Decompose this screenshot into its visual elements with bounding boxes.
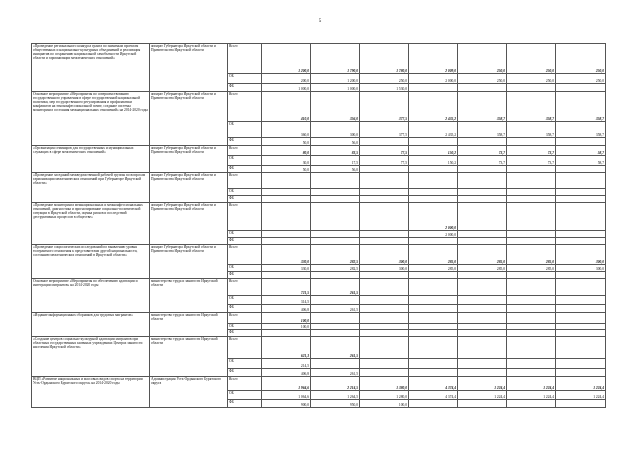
amount-cell: 1 224,4 <box>458 391 507 400</box>
amount-cell <box>360 369 409 377</box>
amount-cell: 1 224,4 <box>556 391 606 400</box>
funding-source-cell: ФБ <box>228 84 262 92</box>
amount-cell: 58,7 <box>556 146 606 156</box>
amount-cell: 100,0 <box>262 313 311 324</box>
funding-source-cell: ФБ <box>228 138 262 146</box>
amount-cell <box>556 337 606 359</box>
amount-cell <box>507 313 556 324</box>
amount-cell: 360,0 <box>262 122 311 138</box>
executor-cell: аппарат Губернатора Иркутской области и Правительства Иркутской области <box>150 245 228 279</box>
amount-cell: 406,8 <box>262 369 311 377</box>
amount-cell <box>458 369 507 377</box>
amount-cell <box>507 189 556 196</box>
amount-cell: 58,7 <box>556 156 606 166</box>
amount-cell <box>458 189 507 196</box>
amount-cell: 377,5 <box>360 122 409 138</box>
funding-source-cell: ОБ <box>228 359 262 369</box>
amount-cell: 1 064,6 <box>262 391 311 400</box>
amount-cell <box>458 400 507 408</box>
amount-cell: 77,5 <box>360 146 409 156</box>
activity-name-cell: «Проведение регионального конкурса гранта по значимым проектам общественных и национально-культурных объединений и реализация инициатив по сохранению национальной самобытности Иркутской области и гармонизации межэтнических отношений» <box>32 44 150 92</box>
amount-cell: 285,0 <box>458 245 507 265</box>
amount-cell <box>507 305 556 313</box>
funding-source-cell: ФБ <box>228 196 262 203</box>
amount-cell: 410,0 <box>262 92 311 122</box>
amount-cell <box>409 400 458 408</box>
amount-cell: 56,0 <box>311 138 360 146</box>
amount-cell <box>360 138 409 146</box>
amount-cell: 261,5 <box>311 305 360 313</box>
funding-source-cell: ОБ <box>228 391 262 400</box>
amount-cell: 282,5 <box>311 265 360 272</box>
amount-cell <box>311 313 360 324</box>
amount-cell: 358,7 <box>507 92 556 122</box>
amount-cell: 150,2 <box>409 146 458 156</box>
executor-cell: аппарат Губернатора Иркутской области и Правительства Иркутской области <box>150 203 228 245</box>
amount-cell: 2 000,0 <box>409 74 458 84</box>
funding-source-cell: Всего <box>228 146 262 156</box>
amount-cell <box>556 166 606 173</box>
amount-cell <box>360 203 409 231</box>
amount-cell <box>507 369 556 377</box>
amount-cell: 300,0 <box>556 245 606 265</box>
amount-cell <box>409 359 458 369</box>
amount-cell <box>458 84 507 92</box>
amount-cell: 4 374,4 <box>409 377 458 391</box>
funding-source-cell: ОБ <box>228 189 262 196</box>
amount-cell <box>409 305 458 313</box>
amount-cell: 1 200,0 <box>311 74 360 84</box>
amount-cell: 285,0 <box>507 265 556 272</box>
amount-cell: 250,0 <box>458 74 507 84</box>
amount-cell <box>311 359 360 369</box>
amount-cell: 1 380,0 <box>360 377 409 391</box>
amount-cell <box>458 138 507 146</box>
amount-cell: 1 224,4 <box>556 377 606 391</box>
amount-cell <box>556 279 606 296</box>
amount-cell <box>311 196 360 203</box>
amount-cell <box>409 337 458 359</box>
amount-cell <box>409 279 458 296</box>
table-row <box>32 146 606 156</box>
amount-cell: 406,8 <box>262 305 311 313</box>
amount-cell <box>360 337 409 359</box>
amount-cell <box>556 296 606 305</box>
amount-cell: 2 214,5 <box>311 377 360 391</box>
amount-cell <box>360 330 409 337</box>
amount-cell: 358,7 <box>556 92 606 122</box>
amount-cell: 314,5 <box>262 296 311 305</box>
amount-cell <box>458 313 507 324</box>
activity-name-cell: ВЦП «Развитие национальных и массовых видов спорта на территории Усть-Ордынского Бурятского округа» на 2014-2020 годы <box>32 377 150 408</box>
amount-cell: 261,5 <box>311 337 360 359</box>
amount-cell <box>360 279 409 296</box>
funding-source-cell: ОБ <box>228 296 262 305</box>
amount-cell <box>458 359 507 369</box>
amount-cell: 377,5 <box>360 92 409 122</box>
amount-cell: 1 530,0 <box>360 84 409 92</box>
funding-source-cell: ОБ <box>228 265 262 272</box>
amount-cell: 2 009,0 <box>409 44 458 74</box>
amount-cell: 900,0 <box>262 400 311 408</box>
amount-cell: 285,0 <box>409 265 458 272</box>
executor-cell: министерство труда и занятости Иркутской области <box>150 313 228 337</box>
amount-cell: 300,0 <box>556 265 606 272</box>
amount-cell <box>458 272 507 279</box>
amount-cell <box>262 330 311 337</box>
amount-cell: 83,5 <box>311 146 360 156</box>
amount-cell <box>409 189 458 196</box>
amount-cell <box>556 272 606 279</box>
amount-cell: 300,0 <box>360 265 409 272</box>
amount-cell <box>409 238 458 245</box>
amount-cell: 1 790,0 <box>311 44 360 74</box>
table-row <box>32 377 606 391</box>
funding-source-cell: ФБ <box>228 400 262 408</box>
amount-cell: 1 280,0 <box>360 391 409 400</box>
amount-cell: 200,0 <box>262 74 311 84</box>
amount-cell <box>409 173 458 189</box>
amount-cell: 300,0 <box>311 122 360 138</box>
amount-cell <box>458 330 507 337</box>
amount-cell <box>556 196 606 203</box>
amount-cell <box>262 189 311 196</box>
amount-cell: 358,7 <box>556 122 606 138</box>
amount-cell <box>360 272 409 279</box>
funding-source-cell: ОБ <box>228 122 262 138</box>
page-number: 5 <box>318 19 322 24</box>
amount-cell <box>360 359 409 369</box>
amount-cell <box>556 305 606 313</box>
amount-cell <box>360 173 409 189</box>
amount-cell <box>360 166 409 173</box>
amount-cell: 1 224,4 <box>458 377 507 391</box>
amount-cell <box>507 330 556 337</box>
amount-cell <box>360 313 409 324</box>
amount-cell: 330,0 <box>262 265 311 272</box>
executor-cell: аппарат Губернатора Иркутской области и Правительства Иркутской области <box>150 92 228 146</box>
amount-cell <box>556 330 606 337</box>
amount-cell <box>507 173 556 189</box>
amount-cell <box>409 166 458 173</box>
amount-cell: 358,7 <box>458 122 507 138</box>
amount-cell: 261,5 <box>311 279 360 296</box>
funding-source-cell: ФБ <box>228 272 262 279</box>
funding-source-cell: Всего <box>228 173 262 189</box>
amount-cell <box>458 173 507 189</box>
amount-cell: 2 000,0 <box>409 203 458 231</box>
amount-cell <box>507 196 556 203</box>
amount-cell: 330,0 <box>262 245 311 265</box>
activity-name-cell: Основное мероприятие «Мероприятия по совершенствованию государственного управления в сфере государственной национальной политики, мер государственного регулирования и профилактики конфликтов на этноконфессиональной почве, создание системы мониторинга состояния межнациональных отношений» на 2014-2020 годы <box>32 92 150 146</box>
amount-cell <box>311 272 360 279</box>
amount-cell <box>556 138 606 146</box>
amount-cell: 80,0 <box>262 146 311 156</box>
amount-cell <box>458 296 507 305</box>
executor-cell: аппарат Губернатора Иркутской области и Правительства Иркутской области <box>150 173 228 203</box>
amount-cell: 73,7 <box>507 146 556 156</box>
amount-cell <box>556 173 606 189</box>
executor-cell: аппарат Губернатора Иркутской области и Правительства Иркутской области <box>150 146 228 173</box>
amount-cell: 250,0 <box>507 44 556 74</box>
funding-source-cell: ФБ <box>228 369 262 377</box>
table-row <box>32 92 606 122</box>
amount-cell: 250,0 <box>556 44 606 74</box>
amount-cell: 1 000,0 <box>311 84 360 92</box>
funding-source-cell: Всего <box>228 92 262 122</box>
amount-cell <box>311 231 360 238</box>
funding-source-cell: Всего <box>228 279 262 296</box>
activity-name-cell: Основное мероприятие «Мероприятия по обеспечению адаптации и интеграции мигрантов» на 2014-2020 годы <box>32 279 150 313</box>
amount-cell <box>507 138 556 146</box>
amount-cell: 358,7 <box>458 92 507 122</box>
amount-cell: 282,5 <box>311 245 360 265</box>
amount-cell <box>458 279 507 296</box>
amount-cell <box>458 305 507 313</box>
amount-cell <box>507 84 556 92</box>
amount-cell: 250,0 <box>556 74 606 84</box>
amount-cell: 30,0 <box>262 156 311 166</box>
amount-cell: 950,0 <box>311 400 360 408</box>
activity-name-cell: «Проведение заседаний межведомственной рабочей группы по вопросам гармонизации межэтнических отношений при Губернаторе Иркутской области» <box>32 173 150 203</box>
amount-cell <box>360 305 409 313</box>
amount-cell: 50,0 <box>262 138 311 146</box>
amount-cell: 1 224,4 <box>507 391 556 400</box>
amount-cell: 4 374,4 <box>409 391 458 400</box>
funding-source-cell: Всего <box>228 377 262 391</box>
amount-cell: 214,5 <box>262 359 311 369</box>
executor-cell: министерство труда и занятости Иркутской области <box>150 337 228 377</box>
amount-cell <box>458 337 507 359</box>
amount-cell <box>262 231 311 238</box>
amount-cell <box>507 238 556 245</box>
funding-source-cell: ОБ <box>228 231 262 238</box>
funding-source-cell: ОБ <box>228 324 262 330</box>
amount-cell <box>360 296 409 305</box>
amount-cell: 1 964,6 <box>262 377 311 391</box>
activity-name-cell: «Издание информационных сборников для трудовых мигрантов» <box>32 313 150 337</box>
amount-cell <box>409 330 458 337</box>
amount-cell <box>556 359 606 369</box>
amount-cell <box>556 189 606 196</box>
amount-cell: 1 224,4 <box>507 377 556 391</box>
executor-cell: министерство труда и занятости Иркутской области <box>150 279 228 313</box>
amount-cell: 100,0 <box>262 324 311 330</box>
amount-cell: 73,7 <box>507 156 556 166</box>
budget-table <box>31 43 606 408</box>
activity-name-cell: «Проведение социологических исследований по выявлению уровня толерантного отношения к представителям другой национальности, состоянию межэтнических отношений в Иркутской области» <box>32 245 150 279</box>
funding-source-cell: ОБ <box>228 74 262 84</box>
amount-cell: 2 000,0 <box>409 231 458 238</box>
funding-source-cell: ФБ <box>228 238 262 245</box>
amount-cell <box>507 279 556 296</box>
amount-cell: 77,5 <box>360 156 409 166</box>
amount-cell: 150,2 <box>409 156 458 166</box>
amount-cell <box>507 337 556 359</box>
amount-cell <box>556 369 606 377</box>
amount-cell <box>458 166 507 173</box>
amount-cell <box>556 84 606 92</box>
amount-cell <box>311 330 360 337</box>
amount-cell <box>409 138 458 146</box>
amount-cell: 356,0 <box>311 92 360 122</box>
table-row <box>32 279 606 296</box>
amount-cell <box>262 238 311 245</box>
amount-cell: 1 000,0 <box>262 84 311 92</box>
amount-cell: 100,0 <box>360 400 409 408</box>
activity-name-cell: «Создание центров социально-культурной адаптации мигрантов при областных государственных казенных учреждениях Центрах занятости населения Иркутской области» <box>32 337 150 377</box>
executor-cell: Администрация Усть-Ордынского Бурятского округа <box>150 377 228 408</box>
amount-cell <box>556 313 606 324</box>
amount-cell <box>507 231 556 238</box>
table-row <box>32 245 606 265</box>
amount-cell <box>409 84 458 92</box>
amount-cell: 285,0 <box>458 265 507 272</box>
amount-cell <box>262 203 311 231</box>
funding-source-cell: ОБ <box>228 156 262 166</box>
amount-cell <box>360 189 409 196</box>
amount-cell <box>311 296 360 305</box>
amount-cell <box>556 400 606 408</box>
activity-name-cell: «Организация семинаров для государственных и муниципальных служащих в сфере межэтнических отношений» <box>32 146 150 173</box>
executor-cell: аппарат Губернатора Иркутской области и Правительства Иркутской области <box>150 44 228 92</box>
amount-cell: 300,0 <box>360 245 409 265</box>
funding-source-cell: Всего <box>228 44 262 74</box>
amount-cell <box>458 203 507 231</box>
amount-cell <box>556 238 606 245</box>
amount-cell: 1 200,0 <box>262 44 311 74</box>
amount-cell: 358,7 <box>507 122 556 138</box>
funding-source-cell: Всего <box>228 203 262 231</box>
amount-cell: 2 435,2 <box>409 92 458 122</box>
amount-cell <box>507 166 556 173</box>
amount-cell <box>360 231 409 238</box>
amount-cell: 73,7 <box>458 146 507 156</box>
amount-cell <box>360 196 409 203</box>
table-row <box>32 203 606 231</box>
amount-cell <box>311 189 360 196</box>
table-row <box>32 337 606 359</box>
amount-cell <box>458 231 507 238</box>
amount-cell <box>556 203 606 231</box>
table-body <box>32 44 606 408</box>
funding-source-cell: ФБ <box>228 305 262 313</box>
amount-cell: 2 435,2 <box>409 122 458 138</box>
amount-cell: 1 264,5 <box>311 391 360 400</box>
amount-cell: 50,0 <box>262 166 311 173</box>
funding-source-cell: Всего <box>228 337 262 359</box>
amount-cell <box>409 196 458 203</box>
amount-cell <box>507 272 556 279</box>
amount-cell <box>360 238 409 245</box>
amount-cell: 73,7 <box>458 156 507 166</box>
amount-cell <box>507 400 556 408</box>
amount-cell: 621,3 <box>262 337 311 359</box>
amount-cell: 250,0 <box>507 74 556 84</box>
amount-cell: 721,5 <box>262 279 311 296</box>
amount-cell <box>556 231 606 238</box>
amount-cell: 285,0 <box>409 245 458 265</box>
amount-cell <box>311 203 360 231</box>
amount-cell <box>507 203 556 231</box>
table-row <box>32 313 606 324</box>
amount-cell <box>458 196 507 203</box>
amount-cell: 250,0 <box>360 74 409 84</box>
amount-cell <box>507 296 556 305</box>
amount-cell <box>262 272 311 279</box>
amount-cell: 1 780,0 <box>360 44 409 74</box>
funding-source-cell: Всего <box>228 245 262 265</box>
amount-cell <box>409 296 458 305</box>
amount-cell <box>409 313 458 324</box>
funding-source-cell: ФБ <box>228 330 262 337</box>
amount-cell <box>262 173 311 189</box>
amount-cell: 285,0 <box>507 245 556 265</box>
amount-cell: 250,0 <box>458 44 507 74</box>
amount-cell <box>409 272 458 279</box>
amount-cell: 56,0 <box>311 166 360 173</box>
amount-cell <box>262 196 311 203</box>
amount-cell: 261,5 <box>311 369 360 377</box>
amount-cell <box>409 369 458 377</box>
amount-cell: 17,5 <box>311 156 360 166</box>
table-row <box>32 173 606 189</box>
amount-cell <box>507 359 556 369</box>
amount-cell <box>458 238 507 245</box>
funding-source-cell: ФБ <box>228 166 262 173</box>
activity-name-cell: «Проведение мониторинга межнациональных и межконфессиональных отношений, диагностика и прогнозирование социально-политической ситуации в Иркутской области, оценка рисков и последствий деструктивных процессов в обществе» <box>32 203 150 245</box>
amount-cell <box>311 238 360 245</box>
funding-source-cell: Всего <box>228 313 262 324</box>
table-row <box>32 44 606 74</box>
amount-cell <box>311 173 360 189</box>
